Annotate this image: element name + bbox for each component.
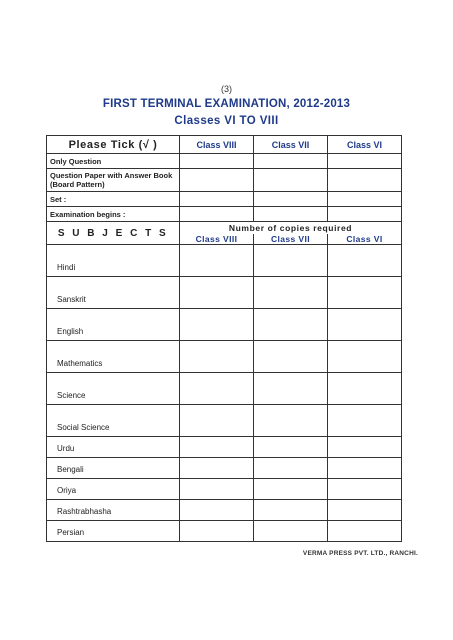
copies-cell[interactable] bbox=[328, 500, 402, 521]
subject-sanskrit: Sanskrit bbox=[47, 277, 180, 309]
page-number: (3) bbox=[221, 84, 232, 94]
copies-cell[interactable] bbox=[254, 500, 328, 521]
tick-cell[interactable] bbox=[254, 169, 328, 192]
subject-oriya: Oriya bbox=[47, 479, 180, 500]
copies-cell[interactable] bbox=[180, 309, 254, 341]
tick-header-row bbox=[47, 136, 402, 154]
copies-cell[interactable] bbox=[180, 405, 254, 437]
class-subheader-vi: Class VI bbox=[328, 234, 402, 245]
row-label-set: Set : bbox=[47, 192, 180, 207]
table-row bbox=[47, 405, 402, 437]
tick-cell[interactable] bbox=[254, 154, 328, 169]
tick-cell[interactable] bbox=[328, 207, 402, 222]
copies-cell[interactable] bbox=[328, 458, 402, 479]
tick-cell[interactable] bbox=[328, 154, 402, 169]
copies-header: Number of copies required bbox=[180, 222, 402, 234]
copies-cell[interactable] bbox=[328, 373, 402, 405]
copies-cell[interactable] bbox=[328, 521, 402, 542]
row-label-exam-begins: Examination begins : bbox=[47, 207, 180, 222]
copies-cell[interactable] bbox=[254, 245, 328, 277]
press-imprint: VERMA PRESS PVT. LTD., RANCHI. bbox=[302, 550, 418, 557]
copies-cell[interactable] bbox=[328, 341, 402, 373]
copies-cell[interactable] bbox=[180, 341, 254, 373]
copies-cell[interactable] bbox=[180, 521, 254, 542]
table-row bbox=[47, 521, 402, 542]
row-label-question-paper: Question Paper with Answer Book (Board Pattern) bbox=[47, 169, 180, 192]
tick-cell[interactable] bbox=[254, 192, 328, 207]
class-subheader-viii: Class VIII bbox=[180, 234, 254, 245]
page-subtitle: Classes VI TO VIII bbox=[174, 115, 279, 127]
tick-cell[interactable] bbox=[180, 192, 254, 207]
table-row bbox=[47, 458, 402, 479]
copies-cell[interactable] bbox=[328, 309, 402, 341]
class-header-vii: Class VII bbox=[254, 136, 328, 154]
copies-cell[interactable] bbox=[328, 479, 402, 500]
row-label-only-question: Only Question bbox=[47, 154, 180, 169]
table-row bbox=[47, 309, 402, 341]
copies-cell[interactable] bbox=[254, 437, 328, 458]
subject-bengali: Bengali bbox=[47, 458, 180, 479]
copies-cell[interactable] bbox=[254, 458, 328, 479]
class-subheader-vii: Class VII bbox=[254, 234, 328, 245]
copies-cell[interactable] bbox=[328, 405, 402, 437]
class-header-viii: Class VIII bbox=[180, 136, 254, 154]
copies-cell[interactable] bbox=[180, 500, 254, 521]
tick-cell[interactable] bbox=[180, 154, 254, 169]
copies-cell[interactable] bbox=[254, 341, 328, 373]
table-row bbox=[47, 207, 402, 222]
copies-cell[interactable] bbox=[180, 373, 254, 405]
copies-cell[interactable] bbox=[254, 405, 328, 437]
table-row bbox=[47, 479, 402, 500]
page-title: FIRST TERMINAL EXAMINATION, 2012-2013 bbox=[102, 98, 351, 110]
copies-cell[interactable] bbox=[328, 245, 402, 277]
copies-cell[interactable] bbox=[328, 437, 402, 458]
subjects-header-row bbox=[47, 222, 402, 234]
table-row bbox=[47, 245, 402, 277]
tick-cell[interactable] bbox=[254, 207, 328, 222]
copies-cell[interactable] bbox=[180, 458, 254, 479]
copies-cell[interactable] bbox=[180, 277, 254, 309]
order-form-table bbox=[46, 135, 402, 542]
table-row bbox=[47, 277, 402, 309]
table-row bbox=[47, 373, 402, 405]
copies-cell[interactable] bbox=[328, 277, 402, 309]
copies-cell[interactable] bbox=[180, 479, 254, 500]
class-header-vi: Class VI bbox=[328, 136, 402, 154]
copies-cell[interactable] bbox=[254, 521, 328, 542]
table-row bbox=[47, 500, 402, 521]
subject-hindi: Hindi bbox=[47, 245, 180, 277]
subject-social-science: Social Science bbox=[47, 405, 180, 437]
copies-cell[interactable] bbox=[180, 245, 254, 277]
copies-cell[interactable] bbox=[254, 479, 328, 500]
copies-cell[interactable] bbox=[254, 277, 328, 309]
subjects-header: S U B J E C T S bbox=[47, 222, 180, 245]
copies-cell[interactable] bbox=[254, 373, 328, 405]
tick-cell[interactable] bbox=[180, 207, 254, 222]
tick-cell[interactable] bbox=[328, 192, 402, 207]
table-row bbox=[47, 154, 402, 169]
subject-persian: Persian bbox=[47, 521, 180, 542]
subject-mathematics: Mathematics bbox=[47, 341, 180, 373]
table-row bbox=[47, 169, 402, 192]
copies-cell[interactable] bbox=[254, 309, 328, 341]
subject-urdu: Urdu bbox=[47, 437, 180, 458]
tick-header: Please Tick (√ ) bbox=[47, 136, 180, 154]
table-row bbox=[47, 341, 402, 373]
subject-science: Science bbox=[47, 373, 180, 405]
subject-english: English bbox=[47, 309, 180, 341]
table-row bbox=[47, 192, 402, 207]
copies-cell[interactable] bbox=[180, 437, 254, 458]
subject-rashtrabhasha: Rashtrabhasha bbox=[47, 500, 180, 521]
tick-cell[interactable] bbox=[180, 169, 254, 192]
tick-cell[interactable] bbox=[328, 169, 402, 192]
table-row bbox=[47, 437, 402, 458]
